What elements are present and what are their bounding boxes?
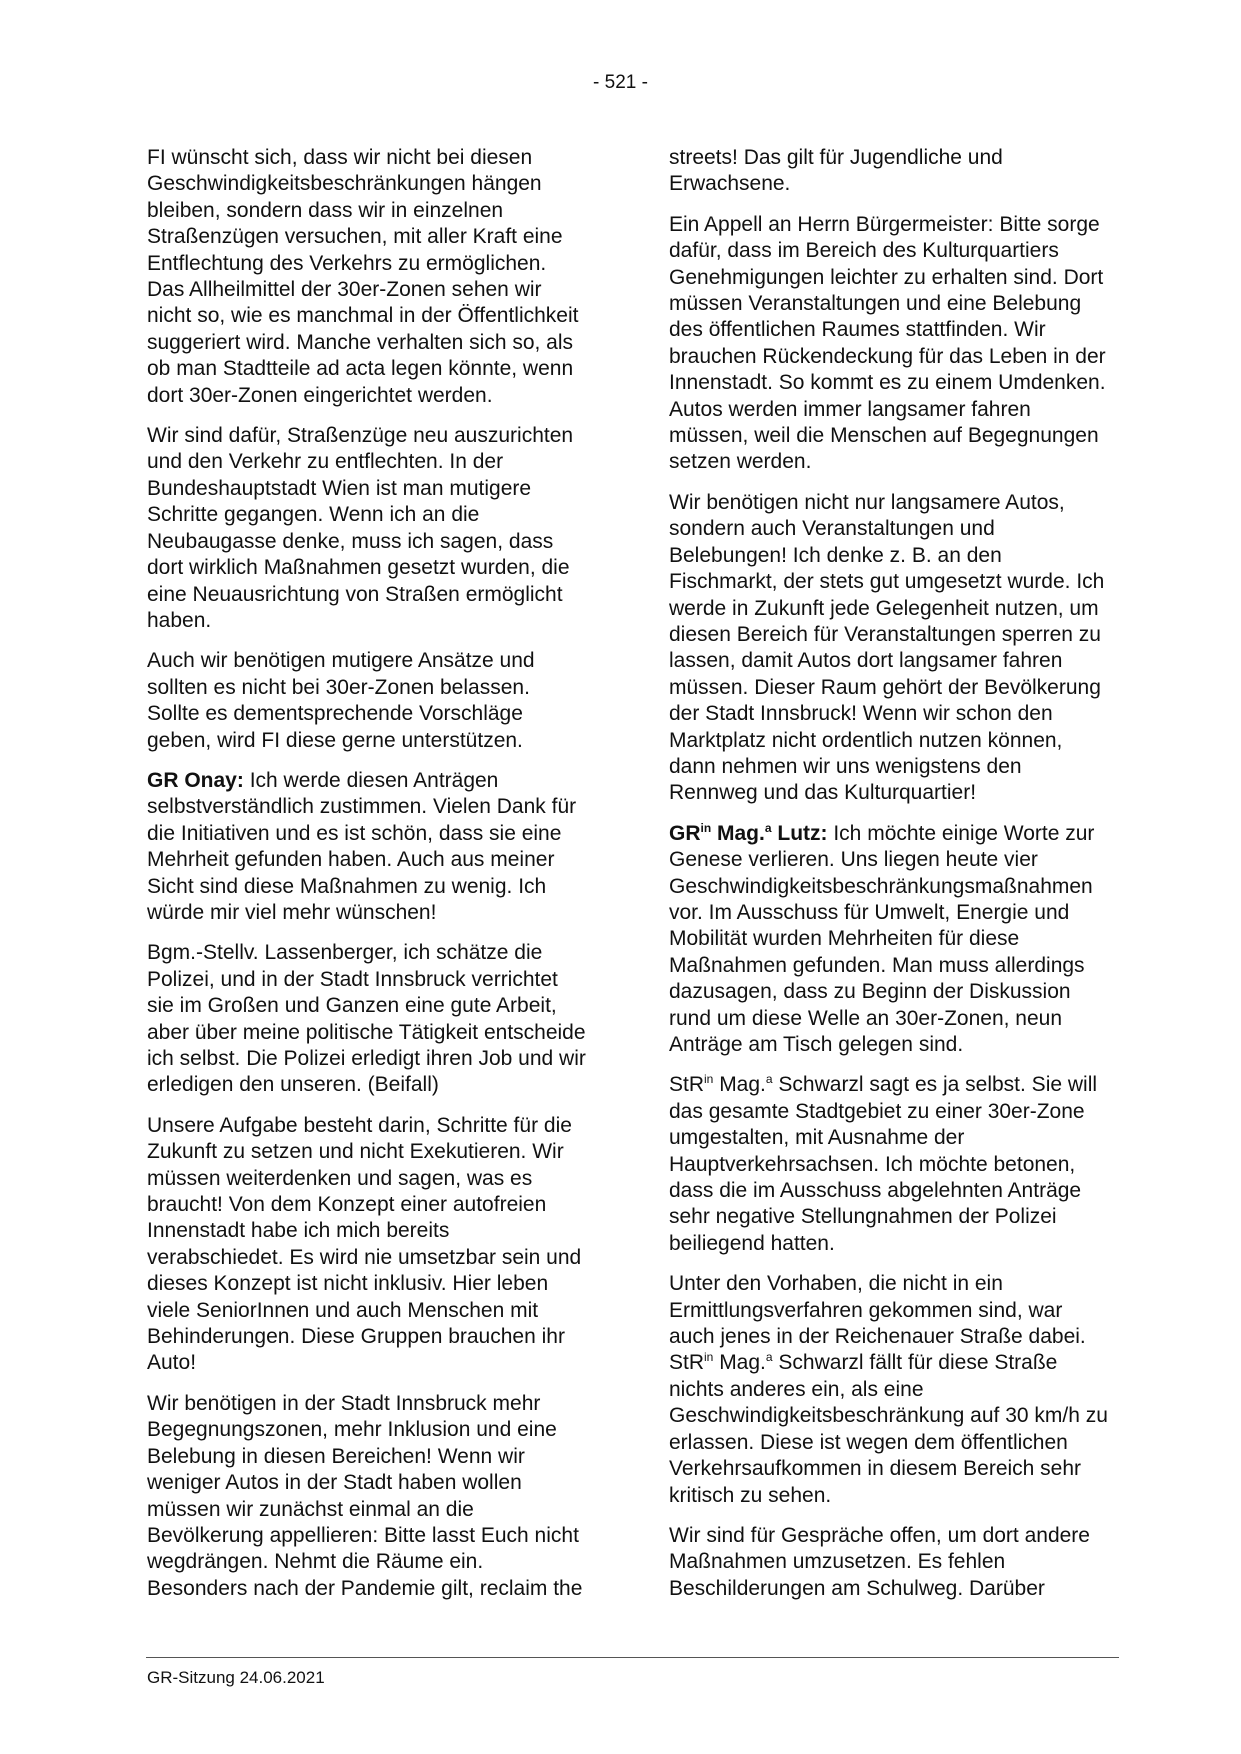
paragraph: Bgm.-Stellv. Lassenberger, ich schätze die Polizei, und in der Stadt Innsbruck verrichtet sie im Großen und Ganzen eine gute Arbeit, aber über meine politische Tätigkeit entscheide ich selbst. Die Polizei erledigt ihren Job und wir erledigen den unseren. (Beifall)	[147, 941, 586, 1097]
paragraph: Auch wir benötigen mutigere Ansätze und sollten es nicht bei 30er-Zonen belassen. Sollte es dementsprechende Vorschläge geben, wird FI diese gerne unterstützen.	[147, 649, 535, 752]
speech-text: Ich werde diesen Anträgen selbstverständlich zustimmen. Vielen Dank für die Initiativen und es ist schön, dass sie eine Mehrheit gefunden haben. Auch aus meiner Sicht sind diese Maßnahmen zu wenig. Ich würde mir viel mehr wünschen!	[147, 768, 577, 924]
paragraph: Unsere Aufgabe besteht darin, Schritte für die Zukunft zu setzen und nicht Exekutieren. Wir müssen weiterdenken und sagen, was es braucht! Von dem Konzept einer autofreien Innenstadt habe ich mich bereits verabschiedet. Es wird nie umsetzbar sein und dieses Konzept ist nicht inklusiv. Hier leben viele SeniorInnen und auch Menschen mit Behinderungen. Diese Gruppen brauchen ihr Auto!	[147, 1113, 582, 1375]
speech-text: Ich möchte einige Worte zur Genese verlieren. Uns liegen heute vier Geschwindigkeitsbeschränkungsmaßnahmen vor. Im Ausschuss für Umwelt, Energie und Mobilität wurden Mehrheiten für diese Maßnahmen gefunden. Man muss allerdings dazusagen, dass zu Beginn der Diskussion rund um diese Welle an 30er-Zonen, neun Anträge am Tisch gelegen sind.	[669, 821, 1095, 1056]
paragraph: Wir sind für Gespräche offen, um dort andere Maßnahmen umzusetzen. Es fehlen Beschilderungen am Schulweg. Darüber	[669, 1523, 1090, 1600]
footer-session-date: GR-Sitzung 24.06.2021	[147, 1668, 325, 1687]
paragraph	[669, 821, 1109, 1059]
paragraph: streets! Das gilt für Jugendliche und Erwachsene.	[669, 146, 1003, 196]
left-column	[147, 145, 587, 1616]
paragraph: Wir sind dafür, Straßenzüge neu auszurichten und den Verkehr zu entflechten. In der Bundeshauptstadt Wien ist man mutigere Schritte gegangen. Wenn ich an die Neubaugasse denke, muss ich sagen, dass dort wirklich Maßnahmen gesetzt wurden, die eine Neuausrichtung von Straßen ermöglicht haben.	[147, 424, 574, 632]
footer-divider	[146, 1657, 1119, 1658]
paragraph	[147, 768, 587, 926]
paragraph: Unter den Vorhaben, die nicht in ein Ermittlungsverfahren gekommen sind, war auch jenes in der Reichenauer Straße dabei. StR$^{in}$ Mag.$^a$ Schwarzl fällt für diese Straße nichts anderes ein, als eine Geschwindigkeitsbeschränkung auf 30 km/h zu erlassen. Diese ist wegen dem öffentlichen Verkehrsaufkommen in diesem Bereich sehr kritisch zu sehen.	[669, 1272, 1108, 1507]
paragraph: StR$^{in}$ Mag.$^a$ Schwarzl sagt es ja selbst. Sie will das gesamte Stadtgebiet zu einer 30er-Zone umgestalten, mit Ausnahme der Hauptverkehrsachsen. Ich möchte betonen, dass die im Ausschuss abgelehnten Anträge sehr negative Stellungnahmen der Polizei beiliegend hatten.	[669, 1072, 1098, 1255]
paragraph: Ein Appell an Herrn Bürgermeister: Bitte sorge dafür, dass im Bereich des Kulturquartiers Genehmigungen leichter zu erhalten sind. Dort müssen Veranstaltungen und eine Belebung des öffentlichen Raumes stattfinden. Wir brauchen Rückendeckung für das Leben in der Innenstadt. So kommt es zu einem Umdenken. Autos werden immer langsamer fahren müssen, weil die Menschen auf Begegnungen setzen werden.	[669, 212, 1106, 474]
speaker-name: $GR^{in}$ Mag.$^a$ Lutz:	[669, 820, 828, 845]
speaker-name: GR Onay:	[147, 768, 244, 792]
page-number: - 521 -	[593, 72, 648, 93]
paragraph: FI wünscht sich, dass wir nicht bei diesen Geschwindigkeitsbeschränkungen hängen bleiben, sondern dass wir in einzelnen Straßenzügen versuchen, mit aller Kraft eine Entflechtung des Verkehrs zu ermöglichen. Das Allheilmittel der 30er-Zonen sehen wir nicht so, wie es manchmal in der Öffentlichkeit suggeriert wird. Manche verhalten sich so, als ob man Stadtteile ad acta legen könnte, wenn dort 30er-Zonen eingerichtet werden.	[147, 146, 579, 407]
paragraph: Wir benötigen nicht nur langsamere Autos, sondern auch Veranstaltungen und Belebungen! Ich denke z. B. an den Fischmarkt, der stets gut umgesetzt wurde. Ich werde in Zukunft jede Gelegenheit nutzen, um diesen Bereich für Veranstaltungen sperren zu lassen, damit Autos dort langsamer fahren müssen. Dieser Raum gehört der Bevölkerung der Stadt Innsbruck! Wenn wir schon den Marktplatz nicht ordentlich nutzen können, dann nehmen wir uns wenigstens den Rennweg und das Kulturquartier!	[669, 490, 1105, 805]
right-column	[669, 145, 1109, 1616]
paragraph: Wir benötigen in der Stadt Innsbruck mehr Begegnungszonen, mehr Inklusion und eine Belebung in diesen Bereichen! Wenn wir weniger Autos in der Stadt haben wollen müssen wir zunächst einmal an die Bevölkerung appellieren: Bitte lasst Euch nicht wegdrängen. Nehmt die Räume ein. Besonders nach der Pandemie gilt, reclaim the	[147, 1391, 583, 1600]
